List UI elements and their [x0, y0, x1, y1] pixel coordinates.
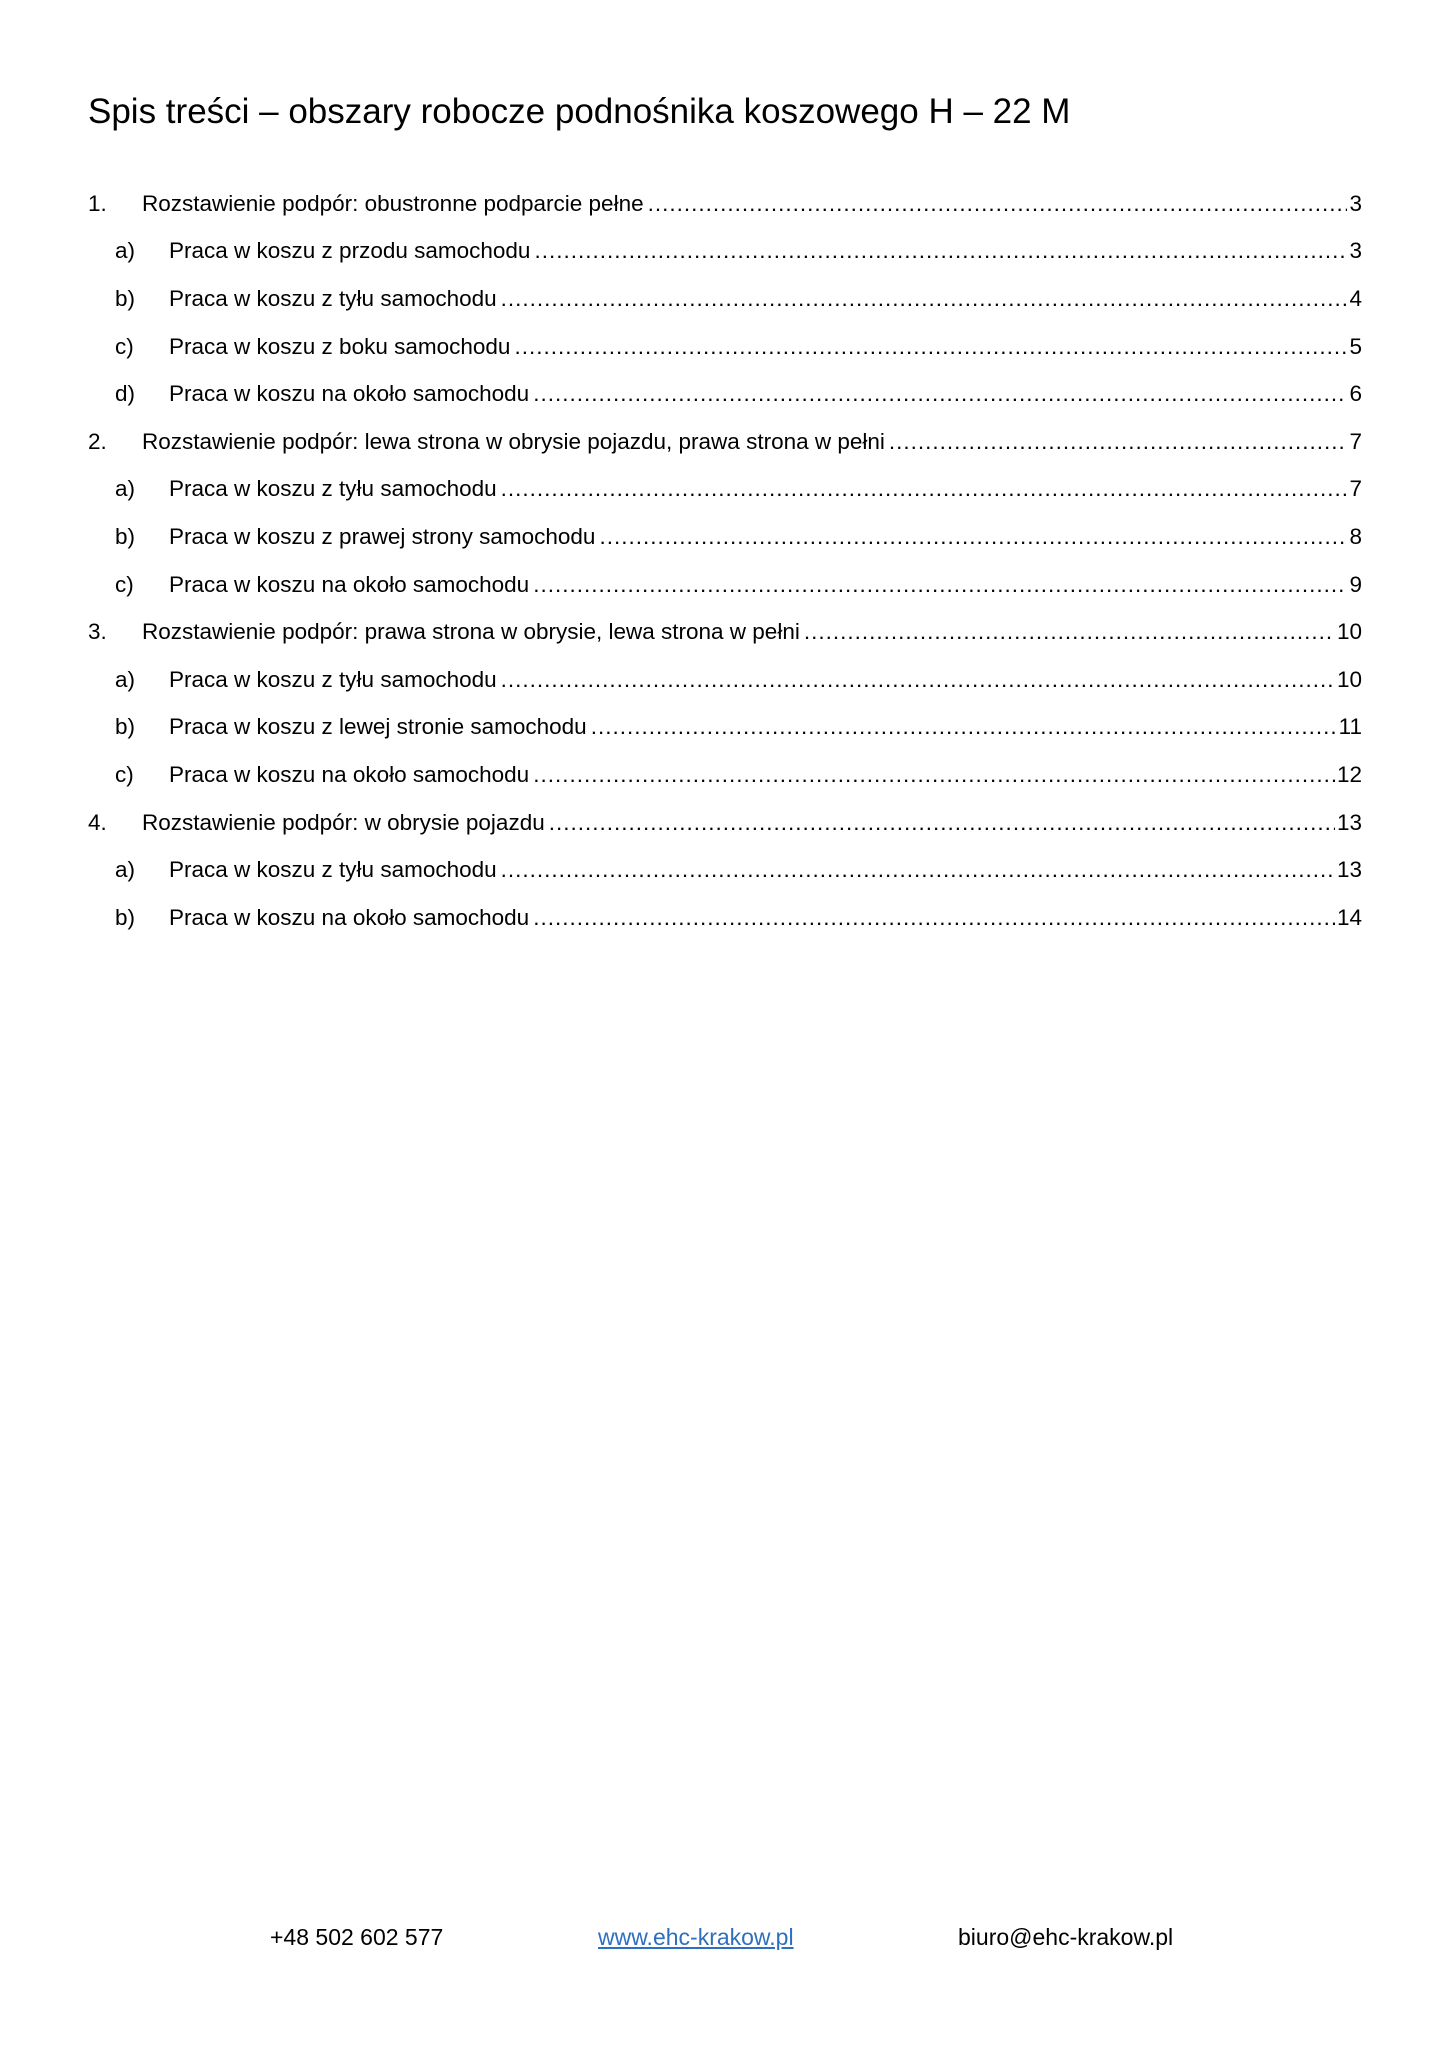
- toc-entry[interactable]: [88, 466, 1362, 514]
- table-of-contents: [88, 180, 1362, 942]
- toc-entry-number: 3.: [88, 619, 107, 645]
- footer-phone: +48 502 602 577: [270, 1924, 444, 1950]
- toc-entry-page: 13: [1336, 809, 1362, 835]
- toc-entry-number: 1.: [88, 190, 107, 216]
- toc-entry-page: 13: [1336, 857, 1362, 883]
- toc-dot-leader: [889, 429, 1348, 455]
- toc-dot-leader: [648, 191, 1348, 217]
- toc-entry-text: Rozstawienie podpór: prawa strona w obrysie, lewa strona w pełni: [142, 619, 800, 645]
- toc-entry-text: Praca w koszu z tyłu samochodu: [169, 476, 497, 502]
- toc-entry-number: b): [115, 714, 136, 740]
- toc-entry-number: a): [115, 476, 136, 502]
- toc-entry-number: a): [115, 238, 136, 264]
- toc-entry-text: Praca w koszu na około samochodu: [169, 761, 530, 787]
- page-title: Spis treści – obszary robocze podnośnika koszowego H – 22 M: [88, 92, 1071, 131]
- toc-entry[interactable]: [88, 846, 1362, 894]
- toc-entry-page: 10: [1336, 619, 1362, 645]
- toc-entry-number: d): [115, 381, 136, 407]
- toc-entry-number: c): [115, 571, 134, 597]
- toc-entry[interactable]: [88, 180, 1362, 228]
- toc-entry-page: 7: [1349, 428, 1362, 454]
- toc-entry[interactable]: [88, 894, 1362, 942]
- toc-entry[interactable]: [88, 513, 1362, 561]
- toc-dot-leader: [533, 905, 1335, 931]
- toc-dot-leader: [533, 381, 1347, 407]
- toc-dot-leader: [533, 572, 1347, 598]
- toc-entry-text: Praca w koszu na około samochodu: [169, 381, 530, 407]
- toc-dot-leader: [591, 714, 1337, 740]
- footer-website-link[interactable]: www.ehc-krakow.pl: [598, 1924, 794, 1950]
- toc-entry-text: Praca w koszu z tyłu samochodu: [169, 857, 497, 883]
- toc-entry[interactable]: [88, 418, 1362, 466]
- toc-entry-number: b): [115, 904, 136, 930]
- toc-dot-leader: [549, 810, 1335, 836]
- page-footer: [0, 1924, 1448, 1964]
- toc-entry-number: c): [115, 333, 134, 359]
- toc-entry-text: Praca w koszu z boku samochodu: [169, 333, 511, 359]
- toc-entry-number: b): [115, 523, 136, 549]
- toc-entry-page: 9: [1349, 571, 1362, 597]
- toc-entry-number: 2.: [88, 428, 107, 454]
- toc-entry-number: a): [115, 666, 136, 692]
- toc-entry-text: Rozstawienie podpór: lewa strona w obrysie pojazdu, prawa strona w pełni: [142, 428, 885, 454]
- toc-entry[interactable]: [88, 608, 1362, 656]
- toc-entry-number: c): [115, 761, 134, 787]
- toc-entry-page: 11: [1338, 714, 1362, 740]
- toc-entry-number: a): [115, 857, 136, 883]
- toc-entry-text: Praca w koszu z przodu samochodu: [169, 238, 531, 264]
- toc-entry-page: 14: [1336, 904, 1362, 930]
- toc-entry-page: 6: [1349, 381, 1362, 407]
- toc-entry-number: b): [115, 285, 136, 311]
- toc-entry-text: Praca w koszu na około samochodu: [169, 571, 530, 597]
- toc-entry-page: 8: [1349, 523, 1362, 549]
- toc-entry-text: Rozstawienie podpór: w obrysie pojazdu: [142, 809, 545, 835]
- toc-dot-leader: [804, 619, 1335, 645]
- toc-entry-text: Praca w koszu z prawej strony samochodu: [169, 523, 596, 549]
- toc-dot-leader: [501, 286, 1348, 312]
- toc-entry[interactable]: [88, 370, 1362, 418]
- toc-entry-text: Praca w koszu z tyłu samochodu: [169, 666, 497, 692]
- toc-entry-page: 12: [1336, 761, 1362, 787]
- toc-entry-page: 4: [1349, 285, 1362, 311]
- toc-entry[interactable]: [88, 704, 1362, 752]
- toc-entry[interactable]: [88, 799, 1362, 847]
- toc-entry-number: 4.: [88, 809, 107, 835]
- toc-dot-leader: [501, 857, 1335, 883]
- toc-entry-text: Rozstawienie podpór: obustronne podparcie pełne: [142, 190, 644, 216]
- toc-entry[interactable]: [88, 323, 1362, 371]
- footer-email: biuro@ehc-krakow.pl: [958, 1924, 1174, 1950]
- toc-entry-text: Praca w koszu z lewej stronie samochodu: [169, 714, 587, 740]
- toc-entry-text: Praca w koszu z tyłu samochodu: [169, 285, 497, 311]
- toc-entry[interactable]: [88, 275, 1362, 323]
- toc-dot-leader: [514, 334, 1347, 360]
- toc-entry-page: 3: [1349, 238, 1362, 264]
- toc-entry[interactable]: [88, 656, 1362, 704]
- toc-dot-leader: [533, 762, 1335, 788]
- toc-dot-leader: [599, 524, 1347, 550]
- toc-entry-page: 5: [1349, 333, 1362, 359]
- toc-entry[interactable]: [88, 228, 1362, 276]
- toc-dot-leader: [501, 476, 1348, 502]
- toc-entry-page: 10: [1336, 666, 1362, 692]
- toc-entry-page: 7: [1349, 476, 1362, 502]
- toc-entry-text: Praca w koszu na około samochodu: [169, 904, 530, 930]
- toc-entry[interactable]: [88, 561, 1362, 609]
- toc-entry[interactable]: [88, 751, 1362, 799]
- toc-dot-leader: [534, 238, 1347, 264]
- toc-entry-page: 3: [1349, 190, 1362, 216]
- toc-dot-leader: [501, 667, 1335, 693]
